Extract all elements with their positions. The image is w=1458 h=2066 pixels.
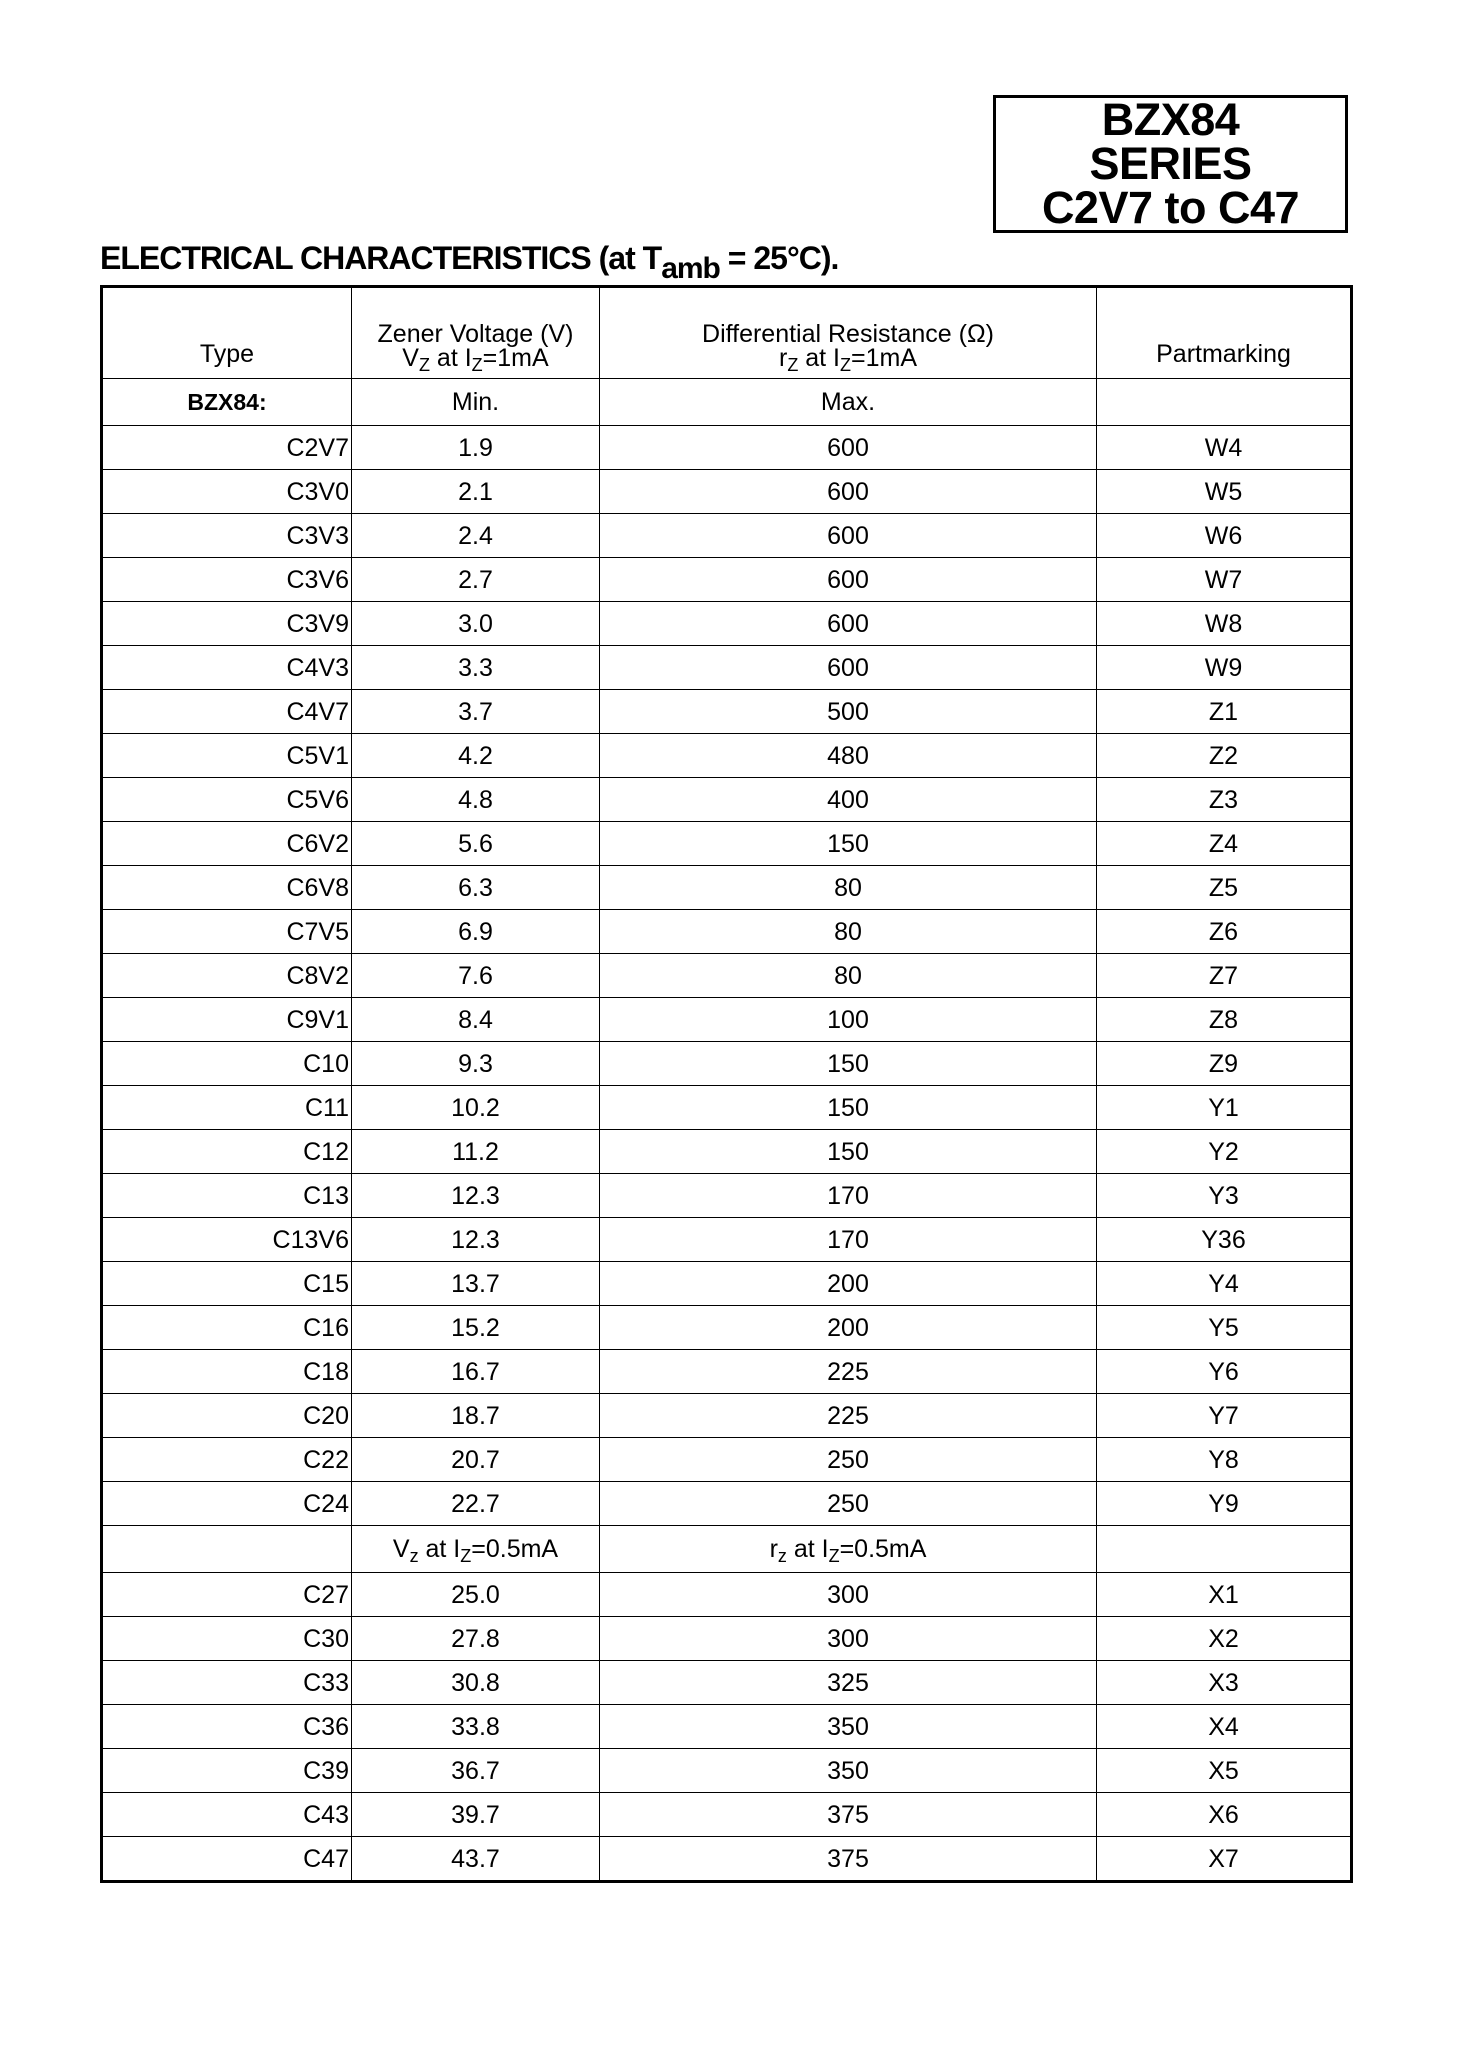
header-zener-current-sub: Z xyxy=(471,355,483,375)
cell-type: C24 xyxy=(102,1482,352,1526)
cell-differential-resistance: 300 xyxy=(600,1573,1097,1617)
cell-zener-voltage: 12.3 xyxy=(352,1218,600,1262)
cell-type: C47 xyxy=(102,1837,352,1882)
cell-zener-voltage: 33.8 xyxy=(352,1705,600,1749)
table-row xyxy=(102,778,1352,822)
cell-zener-voltage: 16.7 xyxy=(352,1350,600,1394)
cell-partmarking: X6 xyxy=(1097,1793,1352,1837)
cell-zener-voltage: 8.4 xyxy=(352,998,600,1042)
cell-zener-voltage: 4.2 xyxy=(352,734,600,778)
cell-partmarking: Y9 xyxy=(1097,1482,1352,1526)
cell-type: C12 xyxy=(102,1130,352,1174)
header-zener-symbol-sub: Z xyxy=(418,355,430,375)
header-zener-line-2 xyxy=(356,344,595,375)
table-header-row xyxy=(102,287,1352,379)
cell-type: C9V1 xyxy=(102,998,352,1042)
cell-zener-voltage: 2.1 xyxy=(352,470,600,514)
section-title xyxy=(100,240,839,285)
table-row xyxy=(102,910,1352,954)
cell-differential-resistance: 80 xyxy=(600,910,1097,954)
condition-vz-at: at I xyxy=(418,1535,461,1563)
series-title-line-1: BZX84 xyxy=(1101,94,1240,145)
header-type: Type xyxy=(102,287,352,379)
cell-differential-resistance: 400 xyxy=(600,778,1097,822)
cell-zener-voltage: 3.7 xyxy=(352,690,600,734)
cell-differential-resistance: 350 xyxy=(600,1705,1097,1749)
subheader-type: BZX84: xyxy=(102,379,352,426)
cell-differential-resistance: 350 xyxy=(600,1749,1097,1793)
cell-type: C3V6 xyxy=(102,558,352,602)
cell-zener-voltage: 12.3 xyxy=(352,1174,600,1218)
cell-type: C4V3 xyxy=(102,646,352,690)
section-title-subscript: amb xyxy=(661,252,720,285)
cell-differential-resistance: 600 xyxy=(600,470,1097,514)
table-row xyxy=(102,470,1352,514)
cell-zener-voltage: 10.2 xyxy=(352,1086,600,1130)
cell-zener-voltage: 13.7 xyxy=(352,1262,600,1306)
table-row xyxy=(102,1306,1352,1350)
condition-vz-symbol-sub: z xyxy=(409,1546,419,1566)
header-diff-at: at I xyxy=(798,344,840,372)
table-row xyxy=(102,1705,1352,1749)
cell-type: C3V0 xyxy=(102,470,352,514)
table-row xyxy=(102,1837,1352,1882)
table-row xyxy=(102,646,1352,690)
subheader-max: Max. xyxy=(600,379,1097,426)
cell-type: C15 xyxy=(102,1262,352,1306)
cell-partmarking: Y1 xyxy=(1097,1086,1352,1130)
table-row xyxy=(102,1482,1352,1526)
header-differential-resistance xyxy=(600,287,1097,379)
header-partmarking: Partmarking xyxy=(1097,287,1352,379)
cell-partmarking: X7 xyxy=(1097,1837,1352,1882)
table-subheader-row xyxy=(102,379,1352,426)
condition-rz-symbol-sub: z xyxy=(777,1546,787,1566)
header-zener-line-1: Zener Voltage (V) xyxy=(377,320,574,348)
table-row xyxy=(102,1262,1352,1306)
cell-partmarking: Z5 xyxy=(1097,866,1352,910)
condition-vz-symbol: V xyxy=(392,1535,410,1563)
cell-zener-voltage: 3.0 xyxy=(352,602,600,646)
table-row xyxy=(102,1793,1352,1837)
electrical-characteristics-table xyxy=(100,285,1353,1883)
table-row xyxy=(102,602,1352,646)
table-row xyxy=(102,998,1352,1042)
cell-type: C2V7 xyxy=(102,426,352,470)
cell-partmarking: W5 xyxy=(1097,470,1352,514)
cell-zener-voltage: 25.0 xyxy=(352,1573,600,1617)
cell-partmarking: W9 xyxy=(1097,646,1352,690)
cell-zener-voltage: 18.7 xyxy=(352,1394,600,1438)
cell-type: C43 xyxy=(102,1793,352,1837)
table-row xyxy=(102,1438,1352,1482)
cell-zener-voltage: 6.3 xyxy=(352,866,600,910)
cell-differential-resistance: 80 xyxy=(600,866,1097,910)
cell-type: C16 xyxy=(102,1306,352,1350)
table-row xyxy=(102,1573,1352,1617)
table-row xyxy=(102,1394,1352,1438)
series-title-line-3: C2V7 to C47 xyxy=(1041,182,1300,233)
cell-type: C22 xyxy=(102,1438,352,1482)
cell-type: C6V2 xyxy=(102,822,352,866)
cell-zener-voltage: 2.4 xyxy=(352,514,600,558)
header-diff-current: =1mA xyxy=(851,344,918,372)
cell-zener-voltage: 30.8 xyxy=(352,1661,600,1705)
condition-rz-symbol: r xyxy=(769,1535,778,1563)
header-zener-symbol: V xyxy=(402,344,419,372)
cell-differential-resistance: 150 xyxy=(600,1042,1097,1086)
cell-partmarking: Y8 xyxy=(1097,1438,1352,1482)
header-zener-at: at I xyxy=(429,344,472,372)
cell-type: C3V9 xyxy=(102,602,352,646)
cell-zener-voltage: 5.6 xyxy=(352,822,600,866)
cell-type: C3V3 xyxy=(102,514,352,558)
condition-rz-current-sub: Z xyxy=(828,1546,840,1566)
table-row xyxy=(102,866,1352,910)
cell-partmarking: Z9 xyxy=(1097,1042,1352,1086)
cell-zener-voltage: 27.8 xyxy=(352,1617,600,1661)
cell-type: C30 xyxy=(102,1617,352,1661)
cell-zener-voltage: 3.3 xyxy=(352,646,600,690)
cell-zener-voltage: 4.8 xyxy=(352,778,600,822)
cell-differential-resistance: 600 xyxy=(600,426,1097,470)
condition-vz-current: =0.5mA xyxy=(471,1535,559,1563)
cell-type: C27 xyxy=(102,1573,352,1617)
condition-differential-resistance xyxy=(600,1526,1097,1573)
table-row xyxy=(102,1218,1352,1262)
cell-partmarking: Z7 xyxy=(1097,954,1352,998)
cell-differential-resistance: 250 xyxy=(600,1482,1097,1526)
cell-partmarking: W6 xyxy=(1097,514,1352,558)
cell-zener-voltage: 39.7 xyxy=(352,1793,600,1837)
cell-differential-resistance: 500 xyxy=(600,690,1097,734)
cell-partmarking: Y5 xyxy=(1097,1306,1352,1350)
cell-differential-resistance: 170 xyxy=(600,1218,1097,1262)
cell-zener-voltage: 15.2 xyxy=(352,1306,600,1350)
cell-type: C6V8 xyxy=(102,866,352,910)
cell-type: C36 xyxy=(102,1705,352,1749)
cell-type: C7V5 xyxy=(102,910,352,954)
cell-partmarking: W4 xyxy=(1097,426,1352,470)
condition-mark-empty xyxy=(1097,1526,1352,1573)
cell-differential-resistance: 300 xyxy=(600,1617,1097,1661)
cell-partmarking: W8 xyxy=(1097,602,1352,646)
table-row xyxy=(102,1350,1352,1394)
table-row xyxy=(102,1042,1352,1086)
series-title-line-2: SERIES xyxy=(1089,138,1252,189)
cell-differential-resistance: 375 xyxy=(600,1793,1097,1837)
table-row xyxy=(102,690,1352,734)
cell-differential-resistance: 80 xyxy=(600,954,1097,998)
cell-differential-resistance: 200 xyxy=(600,1306,1097,1350)
cell-partmarking: Y36 xyxy=(1097,1218,1352,1262)
cell-partmarking: Y6 xyxy=(1097,1350,1352,1394)
header-diff-symbol: r xyxy=(778,344,788,372)
cell-differential-resistance: 250 xyxy=(600,1438,1097,1482)
cell-type: C13 xyxy=(102,1174,352,1218)
cell-differential-resistance: 170 xyxy=(600,1174,1097,1218)
cell-partmarking: X1 xyxy=(1097,1573,1352,1617)
cell-partmarking: Z3 xyxy=(1097,778,1352,822)
series-title-box xyxy=(993,95,1348,233)
condition-zener-voltage xyxy=(352,1526,600,1573)
cell-partmarking: Z1 xyxy=(1097,690,1352,734)
cell-partmarking: Z4 xyxy=(1097,822,1352,866)
cell-zener-voltage: 20.7 xyxy=(352,1438,600,1482)
cell-type: C5V1 xyxy=(102,734,352,778)
header-diff-line-2 xyxy=(604,344,1092,375)
cell-zener-voltage: 6.9 xyxy=(352,910,600,954)
cell-type: C10 xyxy=(102,1042,352,1086)
cell-differential-resistance: 225 xyxy=(600,1350,1097,1394)
table-row xyxy=(102,1086,1352,1130)
table-row xyxy=(102,1130,1352,1174)
header-zener-voltage xyxy=(352,287,600,379)
table-row xyxy=(102,1661,1352,1705)
cell-differential-resistance: 480 xyxy=(600,734,1097,778)
header-diff-current-sub: Z xyxy=(840,355,851,375)
cell-type: C33 xyxy=(102,1661,352,1705)
cell-partmarking: Y3 xyxy=(1097,1174,1352,1218)
header-diff-symbol-sub: Z xyxy=(787,355,799,375)
cell-type: C13V6 xyxy=(102,1218,352,1262)
cell-differential-resistance: 225 xyxy=(600,1394,1097,1438)
cell-differential-resistance: 150 xyxy=(600,1086,1097,1130)
subheader-mark xyxy=(1097,379,1352,426)
cell-differential-resistance: 150 xyxy=(600,1130,1097,1174)
condition-row-05ma xyxy=(102,1526,1352,1573)
cell-partmarking: Z6 xyxy=(1097,910,1352,954)
header-zener-current: =1mA xyxy=(482,344,549,372)
condition-rz-at: at I xyxy=(786,1535,829,1563)
cell-differential-resistance: 325 xyxy=(600,1661,1097,1705)
cell-partmarking: X5 xyxy=(1097,1749,1352,1793)
cell-partmarking: Y7 xyxy=(1097,1394,1352,1438)
table-row xyxy=(102,822,1352,866)
cell-partmarking: X3 xyxy=(1097,1661,1352,1705)
cell-partmarking: X4 xyxy=(1097,1705,1352,1749)
cell-differential-resistance: 600 xyxy=(600,514,1097,558)
cell-zener-voltage: 36.7 xyxy=(352,1749,600,1793)
condition-rz-current: =0.5mA xyxy=(839,1535,927,1563)
cell-zener-voltage: 43.7 xyxy=(352,1837,600,1882)
cell-differential-resistance: 375 xyxy=(600,1837,1097,1882)
cell-type: C11 xyxy=(102,1086,352,1130)
cell-type: C5V6 xyxy=(102,778,352,822)
cell-type: C8V2 xyxy=(102,954,352,998)
cell-partmarking: Z2 xyxy=(1097,734,1352,778)
cell-type: C20 xyxy=(102,1394,352,1438)
cell-differential-resistance: 200 xyxy=(600,1262,1097,1306)
cell-differential-resistance: 100 xyxy=(600,998,1097,1042)
cell-type: C18 xyxy=(102,1350,352,1394)
subheader-min: Min. xyxy=(352,379,600,426)
header-diff-line-1: Differential Resistance (Ω) xyxy=(702,320,994,348)
table-row xyxy=(102,1174,1352,1218)
cell-zener-voltage: 7.6 xyxy=(352,954,600,998)
table-row xyxy=(102,426,1352,470)
cell-zener-voltage: 11.2 xyxy=(352,1130,600,1174)
cell-differential-resistance: 600 xyxy=(600,646,1097,690)
table-row xyxy=(102,954,1352,998)
cell-partmarking: Y2 xyxy=(1097,1130,1352,1174)
table-row xyxy=(102,1749,1352,1793)
cell-partmarking: Y4 xyxy=(1097,1262,1352,1306)
cell-differential-resistance: 600 xyxy=(600,558,1097,602)
table-row xyxy=(102,1617,1352,1661)
cell-zener-voltage: 22.7 xyxy=(352,1482,600,1526)
table-row xyxy=(102,558,1352,602)
cell-partmarking: X2 xyxy=(1097,1617,1352,1661)
section-title-prefix: ELECTRICAL CHARACTERISTICS (at T xyxy=(100,240,662,276)
cell-partmarking: W7 xyxy=(1097,558,1352,602)
cell-differential-resistance: 600 xyxy=(600,602,1097,646)
cell-type: C39 xyxy=(102,1749,352,1793)
cell-partmarking: Z8 xyxy=(1097,998,1352,1042)
cell-type: C4V7 xyxy=(102,690,352,734)
condition-vz-current-sub: Z xyxy=(460,1546,472,1566)
cell-differential-resistance: 150 xyxy=(600,822,1097,866)
table-row xyxy=(102,734,1352,778)
condition-type-empty xyxy=(102,1526,352,1573)
section-title-suffix: = 25°C). xyxy=(719,240,839,276)
cell-zener-voltage: 9.3 xyxy=(352,1042,600,1086)
cell-zener-voltage: 1.9 xyxy=(352,426,600,470)
table-row xyxy=(102,514,1352,558)
cell-zener-voltage: 2.7 xyxy=(352,558,600,602)
